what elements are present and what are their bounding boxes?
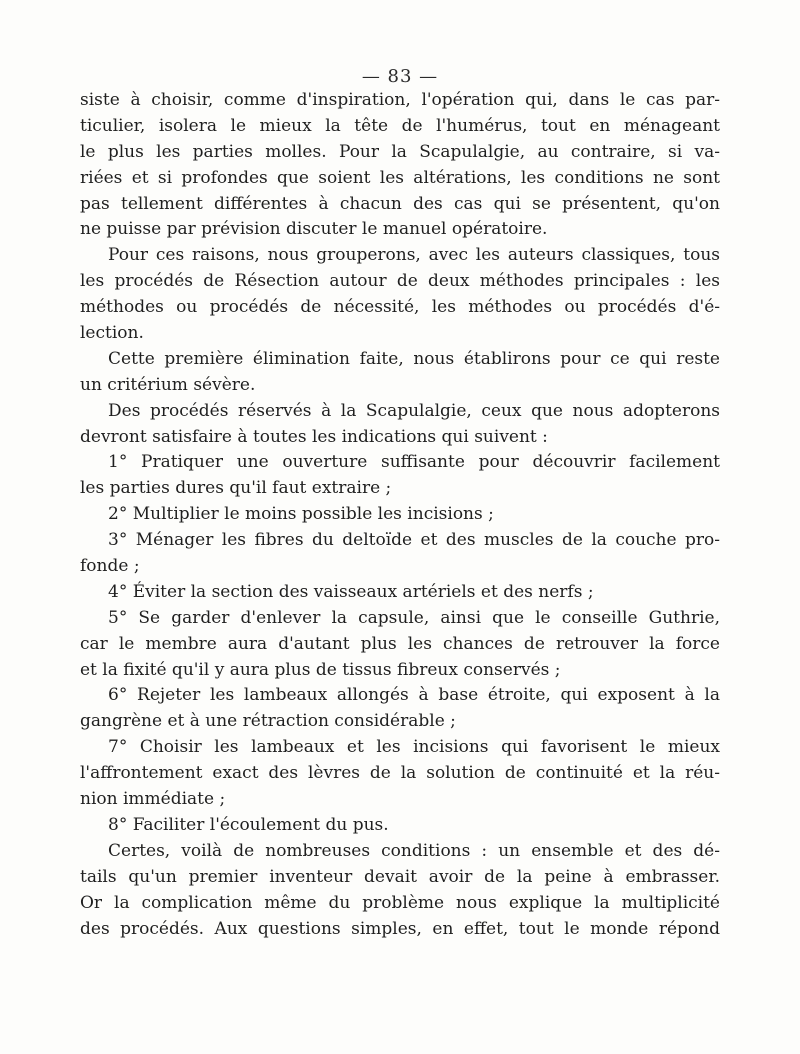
text-line: 2° Multiplier le moins possible les incisions ;	[108, 504, 494, 525]
text-line: Certes, voilà de nombreuses conditions : un ensemble et des dé-	[108, 840, 720, 861]
text-line: des procédés. Aux questions simples, en effet, tout le monde répond	[80, 918, 720, 939]
text-line: 1° Pratiquer une ouverture suffisante pour découvrir facilement	[108, 452, 720, 473]
page-number: — 83 —	[361, 66, 439, 87]
text-line: devront satisfaire à toutes les indications qui suivent :	[80, 426, 548, 447]
text-line: Or la complication même du problème nous explique la multiplicité	[80, 892, 720, 913]
text-line: les parties dures qu'il faut extraire ;	[80, 478, 392, 499]
body-text	[80, 88, 720, 942]
text-line: 8° Faciliter l'écoulement du pus.	[108, 814, 389, 835]
text-line: gangrène et à une rétraction considérable ;	[80, 711, 456, 732]
text-line: un critérium sévère.	[80, 374, 256, 395]
text-line: nion immédiate ;	[80, 789, 226, 810]
text-line: Des procédés réservés à la Scapulalgie, ceux que nous adopterons	[108, 400, 720, 421]
text-line: 7° Choisir les lambeaux et les incisions qui favorisent le mieux	[108, 737, 720, 758]
text-line: 3° Ménager les fibres du deltoïde et des muscles de la couche pro-	[108, 530, 720, 551]
text-line: car le membre aura d'autant plus les chances de retrouver la force	[80, 633, 720, 654]
text-line: Pour ces raisons, nous grouperons, avec les auteurs classiques, tous	[108, 245, 720, 266]
text-line: tails qu'un premier inventeur devait avoir de la peine à embrasser.	[80, 866, 720, 887]
text-line: et la fixité qu'il y aura plus de tissus fibreux conservés ;	[80, 659, 561, 680]
text-line: méthodes ou procédés de nécessité, les méthodes ou procédés d'é-	[80, 297, 720, 318]
text-line: ne puisse par prévision discuter le manuel opératoire.	[80, 219, 548, 240]
text-line: ticulier, isolera le mieux la tête de l'humérus, tout en ménageant	[80, 115, 720, 136]
text-line: 6° Rejeter les lambeaux allongés à base étroite, qui exposent à la	[108, 685, 720, 706]
text-line: fonde ;	[80, 556, 140, 577]
text-line: 4° Éviter la section des vaisseaux artériels et des nerfs ;	[108, 581, 594, 602]
text-line: Cette première élimination faite, nous établirons pour ce qui reste	[108, 348, 720, 369]
text-line: lection.	[80, 323, 144, 344]
text-line: le plus les parties molles. Pour la Scapulalgie, au contraire, si va-	[80, 141, 720, 162]
text-line: pas tellement différentes à chacun des cas qui se présentent, qu'on	[80, 193, 720, 214]
text-line: siste à choisir, comme d'inspiration, l'opération qui, dans le cas par-	[80, 90, 720, 110]
text-line: les procédés de Résection autour de deux méthodes principales : les	[80, 271, 720, 292]
text-line: l'affrontement exact des lèvres de la solution de continuité et la réu-	[80, 763, 720, 784]
text-line: riées et si profondes que soient les altérations, les conditions ne sont	[80, 167, 720, 188]
text-line: 5° Se garder d'enlever la capsule, ainsi que le conseille Guthrie,	[108, 607, 720, 628]
